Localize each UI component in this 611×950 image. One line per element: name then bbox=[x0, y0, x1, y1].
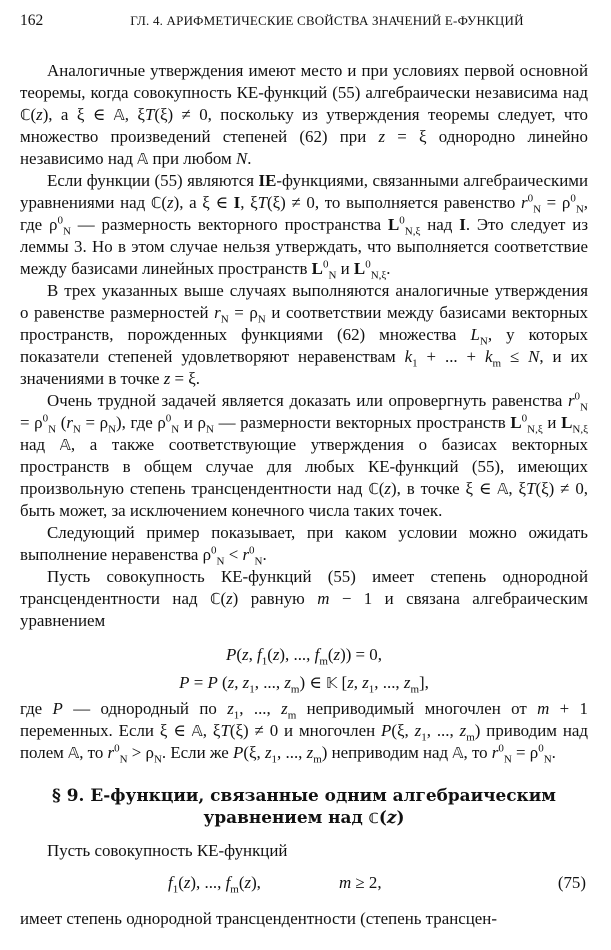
paragraph-8: Пусть совокупность КЕ-функций bbox=[47, 841, 288, 860]
section-heading: § 9. Е-функции, связанные одним алгебраическим уравнением над ℂ(z) bbox=[52, 785, 556, 827]
paragraph-6: Пусть совокупность КЕ-функций (55) имеет степень однородной трансцендентности над ℂ(z) равную m − 1 и связана алгебраическим уравнением bbox=[20, 567, 588, 630]
page-number: 162 bbox=[20, 12, 44, 29]
running-title: ГЛ. 4. АРИФМЕТИЧЕСКИЕ СВОЙСТВА ЗНАЧЕНИЙ Е-ФУНКЦИЙ bbox=[130, 13, 524, 28]
equation-number: (75) bbox=[557, 873, 586, 892]
paragraph-9: имеет степень однородной трансцендентности (степень трансцен- bbox=[20, 909, 497, 928]
equation-75-body: $f_1(z)$, ..., $f_m(z)$, bbox=[168, 873, 261, 896]
book-page bbox=[20, 12, 588, 930]
numbered-equation-75 bbox=[20, 868, 588, 898]
algebraic-field-symbol: 𝔸 bbox=[113, 106, 125, 124]
field-k-symbol: 𝕂 bbox=[326, 674, 338, 692]
paragraph-4: Очень трудной задачей является доказать или опровергнуть равенства $r^0_N = \rho^0_N$ $(r_N = \rho_N)$, где $\rho^0_N$ и $\rho_N$ — размерности векторных пространств $L^0_{N,\xi}$ и $L_{N,\xi}$ над 𝔸, а также соответствующие утверждения о базисах векторных пространств в общем случае для любых КЕ-функций (55), имеющих произвольную степень трансцендентности над ℂ(z), в точке ξ ∈ 𝔸, ξT(ξ) ≠ 0, быть может, за исключением конечного числа таких точек. bbox=[20, 390, 588, 520]
complex-field-symbol: ℂ bbox=[20, 106, 31, 124]
paragraph-2: Если функции (55) являются IE-функциями, связанными алгебраическими уравнениями над ℂ(z), а ξ ∈ I, ξT(ξ) ≠ 0, то выполняется равенство $r^0_N = \rho^0_N$, где $\rho^0_N$ — размерность векторного пространства $L^0_{N,\xi}$ над I. Это следует из леммы 3. Но в этом случае нельзя утверждать, что выполняется соответствие между базисами линейных пространств $L^0_N$ и $L^0_{N,\xi}$. bbox=[20, 171, 588, 282]
display-equation-2: P = P (z, $z_1$, ..., $z_m$) ∈ 𝕂 [z, $z_1$, ..., $z_m$], bbox=[179, 673, 429, 696]
paragraph-1: Аналогичные утверждения имеют место и при условиях первой основной теоремы, когда совокупность КЕ-функций (55) алгебраически независима над ℂ(z), а ξ ∈ 𝔸, ξT(ξ) ≠ 0, поскольку из утверждения теоремы следует, что множество произведений степеней (62) при z = ξ однородно линейно независимо над 𝔸 при любом N. bbox=[20, 61, 588, 168]
paragraph-3: В трех указанных выше случаях выполняются аналогичные утверждения о равенстве размерностей $r_N = \rho_N$ и соответствии между базисами векторных пространств, порожденных функциями (62) множества $L_N$, у которых показатели степеней удовлетворяют неравенствам $k_1$ + ... + $k_m \le N$, и их значениями в точке z = ξ. bbox=[20, 281, 588, 388]
equation-75-condition: m ≥ 2, bbox=[339, 873, 382, 892]
display-equation-1: P(z, $f_1(z)$, ..., $f_m(z)) = 0$, bbox=[226, 645, 382, 668]
running-header bbox=[20, 12, 588, 40]
paragraph-7: где P — однородный по $z_1$, ..., $z_m$ неприводимый многочлен от m + 1 переменных. Если ξ ∈ 𝔸, ξT(ξ) ≠ 0 и многочлен P(ξ, $z_1$, ..., $z_m$) приводим над полем 𝔸, то $r^0_N > \rho_N$. Если же P(ξ, $z_1$, ..., $z_m$) неприводим над 𝔸, то $r^0_N = \rho^0_N$. bbox=[20, 699, 588, 766]
paragraph-5: Следующий пример показывает, при каком условии можно ожидать выполнение неравенства $\rho^0_N < r^0_N$. bbox=[20, 523, 588, 568]
